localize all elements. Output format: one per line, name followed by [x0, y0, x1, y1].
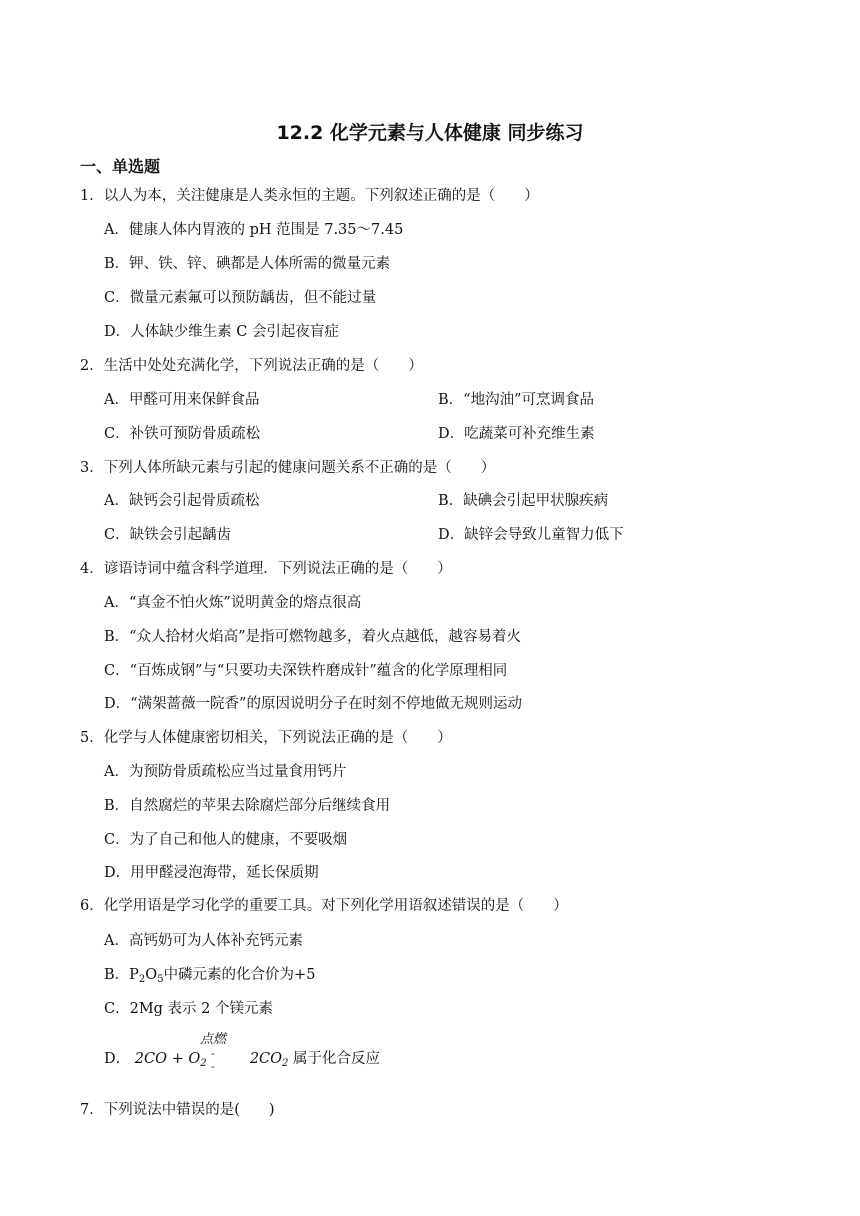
- option-label: B．: [104, 967, 130, 983]
- option-label: D．: [104, 1051, 131, 1067]
- reaction-arrow-bottom: -: [211, 1060, 215, 1073]
- question-2-option-a: A．甲醛可用来保鲜食品: [104, 392, 260, 408]
- question-3-stem: 3．下列人体所缺元素与引起的健康问题关系不正确的是（ ）: [80, 460, 496, 476]
- question-7-stem: 7．下列说法中错误的是( ): [80, 1102, 275, 1118]
- reaction-arrow-top: -: [211, 1047, 215, 1060]
- question-3-option-c: C．缺铁会引起龋齿: [104, 527, 232, 543]
- page-title: 12.2 化学元素与人体健康 同步练习: [276, 122, 584, 144]
- question-1-stem: 1．以人为本，关注健康是人类永恒的主题。下列叙述正确的是（ ）: [80, 188, 539, 204]
- formula-p: P: [129, 967, 139, 983]
- question-6-option-b: [104, 963, 315, 985]
- question-6-option-c: C．2Mg 表示 2 个镁元素: [104, 1001, 274, 1017]
- question-6-stem: 6．化学用语是学习化学的重要工具。对下列化学用语叙述错误的是（ ）: [80, 898, 568, 914]
- equation-left-sub: 2: [200, 1058, 207, 1069]
- question-4-option-c: C．“百炼成钢”与“只要功夫深铁杵磨成针”蕴含的化学原理相同: [104, 663, 508, 679]
- question-5-option-a: A．为预防骨质疏松应当过量食用钙片: [104, 764, 347, 780]
- question-4-option-d: D．“满架蔷薇一院香”的原因说明分子在时刻不停地做无规则运动: [104, 696, 522, 712]
- question-3-option-a: A．缺钙会引起骨质疏松: [104, 493, 260, 509]
- formula-o: O: [145, 967, 158, 983]
- question-5-option-b: B．自然腐烂的苹果去除腐烂部分后继续食用: [104, 798, 391, 814]
- question-1-option-a: A．健康人体内胃液的 pH 范围是 7.35～7.45: [104, 222, 404, 238]
- equation-right: 2CO: [249, 1051, 283, 1067]
- question-1-option-d: D．人体缺少维生素 C 会引起夜盲症: [104, 324, 339, 340]
- question-6-option-a: A．高钙奶可为人体补充钙元素: [104, 933, 303, 949]
- question-1-option-c: C．微量元素氟可以预防龋齿，但不能过量: [104, 290, 377, 306]
- option-b-rest: 中磷元素的化合价为+5: [163, 967, 316, 983]
- reaction-condition: 点燃: [200, 1032, 227, 1047]
- equation-left: 2CO + O: [134, 1051, 201, 1067]
- question-2-option-b: B．“地沟油”可烹调食品: [438, 392, 594, 408]
- question-5-stem: 5．化学与人体健康密切相关，下列说法正确的是（ ）: [80, 730, 452, 746]
- equation-right-sub: 2: [282, 1058, 289, 1069]
- question-5-option-d: D．用甲醛浸泡海带，延长保质期: [104, 865, 319, 881]
- question-4-option-a: A．“真金不怕火炼”说明黄金的熔点很高: [104, 595, 362, 611]
- question-2-option-c: C．补铁可预防骨质疏松: [104, 426, 261, 442]
- question-2-option-d: D．吃蔬菜可补充维生素: [438, 426, 595, 442]
- question-2-stem: 2．生活中处处充满化学，下列说法正确的是（ ）: [80, 358, 423, 374]
- option-d-rest: 属于化合反应: [293, 1051, 381, 1067]
- question-6-option-d: [104, 1047, 380, 1069]
- section-heading: 一、单选题: [80, 157, 161, 176]
- formula-sub-5: 5: [157, 974, 164, 985]
- question-3-option-d: D．缺锌会导致儿童智力低下: [438, 527, 624, 543]
- question-1-option-b: B．钾、铁、锌、碘都是人体所需的微量元素: [104, 256, 391, 272]
- question-3-option-b: B．缺碘会引起甲状腺疾病: [438, 493, 609, 509]
- question-5-option-c: C．为了自己和他人的健康，不要吸烟: [104, 832, 348, 848]
- question-4-stem: 4．谚语诗词中蕴含科学道理．下列说法正确的是（ ）: [80, 561, 452, 577]
- question-4-option-b: B．“众人拾材火焰高”是指可燃物越多，着火点越低，越容易着火: [104, 629, 521, 645]
- formula-sub-2: 2: [138, 974, 146, 985]
